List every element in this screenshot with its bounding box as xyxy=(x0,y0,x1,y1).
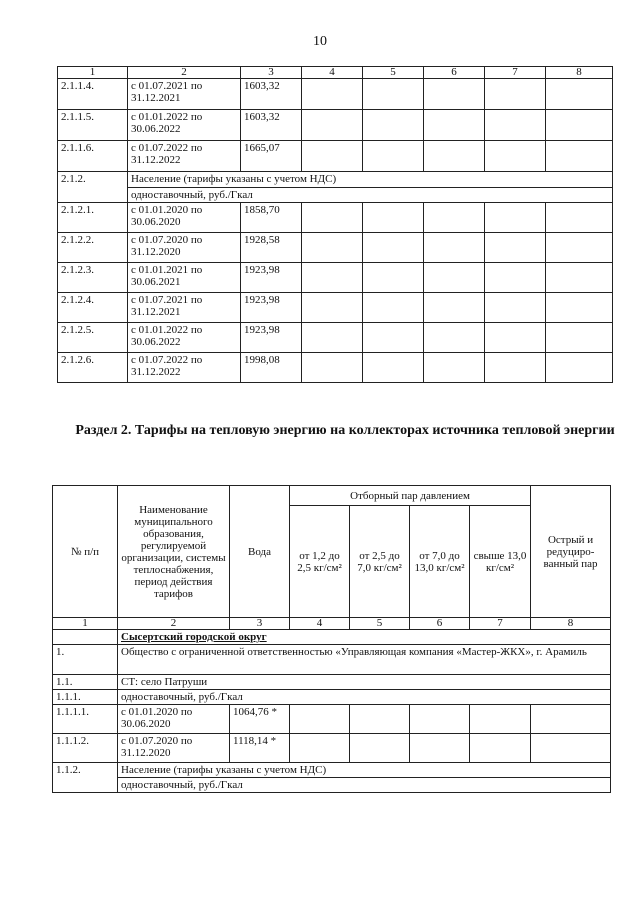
row-period: с 01.01.2020 по 30.06.2020 xyxy=(128,203,241,233)
row-number: 2.1.2.6. xyxy=(58,353,128,383)
header-num: № п/п xyxy=(53,486,118,618)
col-number: 2 xyxy=(128,67,241,79)
rate-label: одноставочный, руб./Гкал xyxy=(118,690,611,705)
org-row xyxy=(53,645,611,675)
row-number: 2.1.1.5. xyxy=(58,110,128,141)
col-number: 1 xyxy=(58,67,128,79)
row-period: с 01.01.2021 по 30.06.2021 xyxy=(128,263,241,293)
row-value: 1923,98 xyxy=(241,263,302,293)
row-number: 2.1.2.2. xyxy=(58,233,128,263)
group-row xyxy=(58,172,613,188)
row-number: 2.1.2.3. xyxy=(58,263,128,293)
header-pressure-2: от 2,5 до 7,0 кг/см² xyxy=(350,506,410,618)
system-number: 1.1. xyxy=(53,675,118,690)
col-number: 3 xyxy=(241,67,302,79)
row-number: 2.1.2.5. xyxy=(58,323,128,353)
rate-row xyxy=(53,690,611,705)
header-name: Наименование муниципального образования, регулируемой организации, системы теплоснабжения, период действия тарифов xyxy=(118,486,230,618)
population-sub-row xyxy=(53,778,611,793)
row-number: 1.1.1.1. xyxy=(53,705,118,734)
table-row xyxy=(53,734,611,763)
header-pressure-3: от 7,0 до 13,0 кг/см² xyxy=(410,506,470,618)
tariff-table-continued xyxy=(57,66,613,383)
col-number: 4 xyxy=(302,67,363,79)
header-pressure-1: от 1,2 до 2,5 кг/см² xyxy=(290,506,350,618)
org-number: 1. xyxy=(53,645,118,675)
column-numbers-row xyxy=(58,67,613,79)
collector-tariff-table xyxy=(52,485,611,793)
row-period: с 01.07.2020 по 31.12.2020 xyxy=(118,734,230,763)
row-period: с 01.07.2021 по 31.12.2021 xyxy=(128,293,241,323)
row-number: 2.1.2.4. xyxy=(58,293,128,323)
group-label: Население (тарифы указаны с учетом НДС) xyxy=(128,172,613,188)
district-row xyxy=(53,630,611,645)
row-period: с 01.07.2020 по 31.12.2020 xyxy=(128,233,241,263)
column-numbers-row xyxy=(53,618,611,630)
table-row xyxy=(58,79,613,110)
col-number: 3 xyxy=(230,618,290,630)
header-sharp-steam: Острый и редуциро-ванный пар xyxy=(531,486,611,618)
row-value: 1923,98 xyxy=(241,323,302,353)
table-row xyxy=(58,233,613,263)
row-period: с 01.07.2022 по 31.12.2022 xyxy=(128,141,241,172)
col-number: 7 xyxy=(470,618,531,630)
population-row xyxy=(53,763,611,778)
row-value: 1064,76 * xyxy=(230,705,290,734)
row-value: 1603,32 xyxy=(241,110,302,141)
col-number: 1 xyxy=(53,618,118,630)
page-number: 10 xyxy=(313,34,327,49)
population-sub-label: одноставочный, руб./Гкал xyxy=(118,778,611,793)
row-value: 1665,07 xyxy=(241,141,302,172)
org-name: Общество с ограниченной ответственностью «Управляющая компания «Мастер-ЖКХ», г. Арамиль xyxy=(118,645,611,675)
header-row xyxy=(53,486,611,506)
system-row xyxy=(53,675,611,690)
table-row xyxy=(58,353,613,383)
col-number: 6 xyxy=(424,67,485,79)
group-sub-label: одноставочный, руб./Гкал xyxy=(128,188,613,203)
table-row xyxy=(58,141,613,172)
row-period: с 01.07.2021 по 31.12.2021 xyxy=(128,79,241,110)
rate-number: 1.1.1. xyxy=(53,690,118,705)
table-row xyxy=(58,323,613,353)
group-number: 2.1.2. xyxy=(58,172,128,203)
group-sub-row xyxy=(58,188,613,203)
row-number: 2.1.1.4. xyxy=(58,79,128,110)
col-number: 8 xyxy=(546,67,613,79)
table-row xyxy=(53,705,611,734)
section-title: Раздел 2. Тарифы на тепловую энергию на коллекторах источника тепловой энергии xyxy=(75,423,615,438)
row-number: 1.1.1.2. xyxy=(53,734,118,763)
population-label: Население (тарифы указаны с учетом НДС) xyxy=(118,763,611,778)
row-period: с 01.01.2022 по 30.06.2022 xyxy=(128,323,241,353)
col-number: 8 xyxy=(531,618,611,630)
col-number: 5 xyxy=(363,67,424,79)
system-name: СТ: село Патруши xyxy=(118,675,611,690)
row-value: 1858,70 xyxy=(241,203,302,233)
population-number: 1.1.2. xyxy=(53,763,118,793)
header-pressure-4: свыше 13,0 кг/см² xyxy=(470,506,531,618)
row-period: с 01.01.2020 по 30.06.2020 xyxy=(118,705,230,734)
table-row xyxy=(58,263,613,293)
row-value: 1603,32 xyxy=(241,79,302,110)
header-steam: Отборный пар давлением xyxy=(290,486,531,506)
row-period: с 01.07.2022 по 31.12.2022 xyxy=(128,353,241,383)
row-value: 1998,08 xyxy=(241,353,302,383)
table-row xyxy=(58,110,613,141)
row-value: 1118,14 * xyxy=(230,734,290,763)
col-number: 4 xyxy=(290,618,350,630)
col-number: 7 xyxy=(485,67,546,79)
col-number: 2 xyxy=(118,618,230,630)
table-row xyxy=(58,293,613,323)
district-name: Сысертский городской округ xyxy=(118,630,611,645)
row-value: 1923,98 xyxy=(241,293,302,323)
col-number: 5 xyxy=(350,618,410,630)
row-value: 1928,58 xyxy=(241,233,302,263)
row-number: 2.1.2.1. xyxy=(58,203,128,233)
col-number: 6 xyxy=(410,618,470,630)
row-period: с 01.01.2022 по 30.06.2022 xyxy=(128,110,241,141)
header-water: Вода xyxy=(230,486,290,618)
row-number: 2.1.1.6. xyxy=(58,141,128,172)
table-row xyxy=(58,203,613,233)
